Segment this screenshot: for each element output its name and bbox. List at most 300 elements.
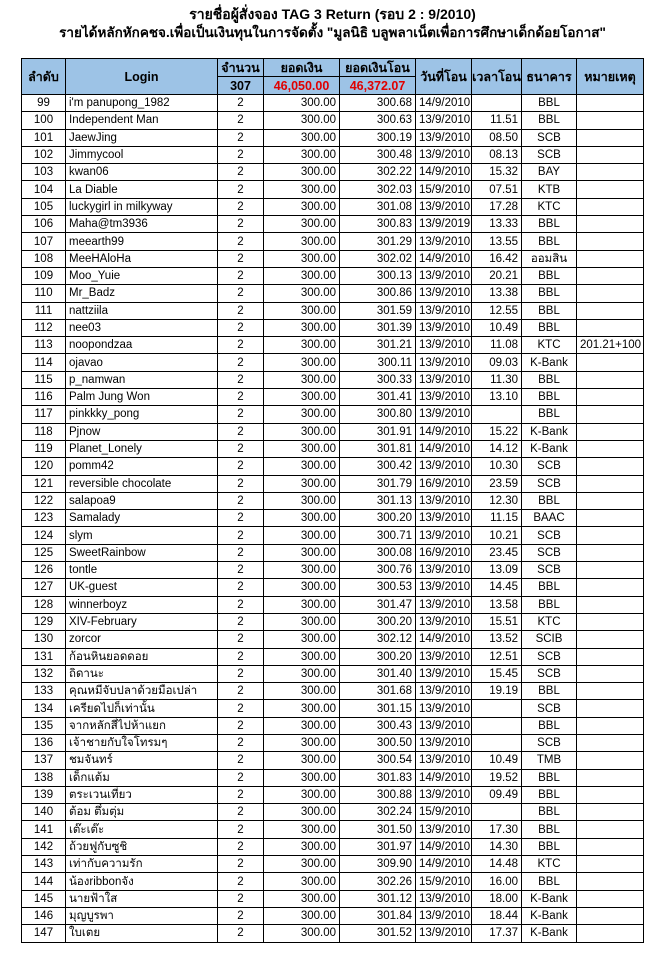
cell-date: 13/9/2010: [416, 579, 472, 596]
cell-no: 109: [22, 267, 66, 284]
table-row: [22, 146, 644, 163]
cell-time: 10.49: [472, 752, 522, 769]
cell-qty: 2: [218, 440, 264, 457]
cell-note: [577, 354, 644, 371]
cell-qty: 2: [218, 665, 264, 682]
cell-transfer: 300.20: [340, 510, 416, 527]
cell-note: [577, 492, 644, 509]
table-row: [22, 527, 644, 544]
cell-no: 123: [22, 510, 66, 527]
cell-date: 13/9/2010: [416, 596, 472, 613]
cell-bank: K-Bank: [522, 354, 577, 371]
cell-time: 12.30: [472, 492, 522, 509]
header-qty: จำนวน: [218, 59, 264, 77]
cell-qty: 2: [218, 129, 264, 146]
cell-date: 14/9/2010: [416, 838, 472, 855]
cell-time: 20.21: [472, 267, 522, 284]
cell-note: [577, 821, 644, 838]
cell-note: [577, 856, 644, 873]
cell-bank: KTC: [522, 613, 577, 630]
cell-transfer: 301.12: [340, 890, 416, 907]
orders-table-body: [22, 95, 644, 943]
table-row: [22, 389, 644, 406]
cell-amount: 300.00: [264, 146, 340, 163]
cell-date: 13/9/2010: [416, 752, 472, 769]
cell-transfer: 301.13: [340, 492, 416, 509]
cell-time: 12.51: [472, 648, 522, 665]
cell-amount: 300.00: [264, 181, 340, 198]
cell-transfer: 300.13: [340, 267, 416, 284]
table-row: [22, 648, 644, 665]
cell-amount: 300.00: [264, 648, 340, 665]
cell-time: [472, 95, 522, 112]
cell-no: 144: [22, 873, 66, 890]
cell-note: [577, 406, 644, 423]
cell-login: Maha@tm3936: [66, 216, 218, 233]
cell-time: 09.03: [472, 354, 522, 371]
cell-note: [577, 717, 644, 734]
cell-transfer: 300.71: [340, 527, 416, 544]
cell-login: Independent Man: [66, 112, 218, 129]
cell-login: ตระเวนเที่ยว: [66, 786, 218, 803]
cell-transfer: 300.08: [340, 544, 416, 561]
cell-transfer: 301.29: [340, 233, 416, 250]
cell-transfer: 300.88: [340, 786, 416, 803]
cell-no: 110: [22, 285, 66, 302]
table-row: [22, 752, 644, 769]
cell-no: 107: [22, 233, 66, 250]
cell-date: 13/9/2010: [416, 233, 472, 250]
cell-no: 105: [22, 198, 66, 215]
cell-amount: 300.00: [264, 198, 340, 215]
table-row: [22, 337, 644, 354]
header-date: วันที่โอน: [416, 59, 472, 95]
cell-note: [577, 579, 644, 596]
cell-login: luckygirl in milkyway: [66, 198, 218, 215]
cell-login: zorcor: [66, 631, 218, 648]
cell-note: [577, 510, 644, 527]
cell-qty: 2: [218, 856, 264, 873]
cell-time: 11.08: [472, 337, 522, 354]
cell-no: 99: [22, 95, 66, 112]
table-row: [22, 683, 644, 700]
cell-login: noopondzaa: [66, 337, 218, 354]
cell-date: 13/9/2010: [416, 562, 472, 579]
header-transfer: ยอดเงินโอน: [340, 59, 416, 77]
cell-login: meearth99: [66, 233, 218, 250]
cell-amount: 300.00: [264, 406, 340, 423]
cell-bank: SCB: [522, 458, 577, 475]
cell-amount: 300.00: [264, 129, 340, 146]
cell-qty: 2: [218, 925, 264, 942]
cell-bank: SCB: [522, 665, 577, 682]
cell-note: [577, 285, 644, 302]
cell-bank: BBL: [522, 492, 577, 509]
cell-qty: 2: [218, 562, 264, 579]
cell-time: 16.00: [472, 873, 522, 890]
cell-no: 102: [22, 146, 66, 163]
cell-no: 117: [22, 406, 66, 423]
cell-time: 14.48: [472, 856, 522, 873]
cell-no: 135: [22, 717, 66, 734]
cell-time: 16.42: [472, 250, 522, 267]
cell-login: pinkkky_pong: [66, 406, 218, 423]
cell-login: Planet_Lonely: [66, 440, 218, 457]
cell-transfer: 300.20: [340, 613, 416, 630]
cell-date: 14/9/2010: [416, 440, 472, 457]
table-row: [22, 804, 644, 821]
table-row: [22, 302, 644, 319]
cell-bank: KTC: [522, 198, 577, 215]
cell-time: 08.50: [472, 129, 522, 146]
cell-transfer: 300.33: [340, 371, 416, 388]
document-title: รายชื่อผู้สั่งจอง TAG 3 Return (รอบ 2 : 9/2010): [189, 6, 476, 22]
table-row: [22, 873, 644, 890]
cell-qty: 2: [218, 389, 264, 406]
cell-amount: 300.00: [264, 752, 340, 769]
cell-date: 13/9/2010: [416, 717, 472, 734]
cell-no: 145: [22, 890, 66, 907]
cell-qty: 2: [218, 181, 264, 198]
cell-time: 08.13: [472, 146, 522, 163]
cell-time: 14.12: [472, 440, 522, 457]
cell-note: [577, 734, 644, 751]
cell-time: 14.30: [472, 838, 522, 855]
cell-date: 13/9/2010: [416, 786, 472, 803]
cell-amount: 300.00: [264, 700, 340, 717]
cell-login: Samalady: [66, 510, 218, 527]
cell-note: [577, 129, 644, 146]
cell-time: 13.33: [472, 216, 522, 233]
cell-amount: 300.00: [264, 319, 340, 336]
table-row: [22, 562, 644, 579]
cell-amount: 300.00: [264, 631, 340, 648]
table-row: [22, 907, 644, 924]
table-row: [22, 492, 644, 509]
cell-bank: KTB: [522, 181, 577, 198]
cell-login: Mr_Badz: [66, 285, 218, 302]
cell-transfer: 300.48: [340, 146, 416, 163]
cell-login: tontle: [66, 562, 218, 579]
cell-date: 15/9/2010: [416, 873, 472, 890]
cell-transfer: 300.19: [340, 129, 416, 146]
cell-time: 23.59: [472, 475, 522, 492]
cell-login: เด็กแต้ม: [66, 769, 218, 786]
cell-transfer: 301.47: [340, 596, 416, 613]
cell-note: 201.21+100: [577, 337, 644, 354]
cell-transfer: 301.41: [340, 389, 416, 406]
cell-bank: BBL: [522, 579, 577, 596]
cell-login: kwan06: [66, 164, 218, 181]
cell-note: [577, 475, 644, 492]
cell-no: 147: [22, 925, 66, 942]
cell-login: Pjnow: [66, 423, 218, 440]
cell-no: 125: [22, 544, 66, 561]
cell-time: [472, 734, 522, 751]
header-bank: ธนาคาร: [522, 59, 577, 95]
cell-bank: BBL: [522, 267, 577, 284]
cell-qty: 2: [218, 337, 264, 354]
cell-qty: 2: [218, 821, 264, 838]
table-row: [22, 925, 644, 942]
cell-note: [577, 198, 644, 215]
cell-time: 15.32: [472, 164, 522, 181]
cell-no: 104: [22, 181, 66, 198]
cell-no: 115: [22, 371, 66, 388]
cell-time: 11.51: [472, 112, 522, 129]
cell-note: [577, 648, 644, 665]
cell-login: ชมจันทร์: [66, 752, 218, 769]
cell-qty: 2: [218, 752, 264, 769]
cell-time: 13.55: [472, 233, 522, 250]
cell-no: 111: [22, 302, 66, 319]
cell-date: 13/9/2010: [416, 700, 472, 717]
cell-note: [577, 319, 644, 336]
cell-qty: 2: [218, 890, 264, 907]
cell-bank: SCB: [522, 648, 577, 665]
cell-time: 07.51: [472, 181, 522, 198]
cell-login: nee03: [66, 319, 218, 336]
cell-no: 128: [22, 596, 66, 613]
cell-transfer: 301.79: [340, 475, 416, 492]
table-row: [22, 734, 644, 751]
cell-transfer: 302.24: [340, 804, 416, 821]
cell-qty: 2: [218, 734, 264, 751]
cell-no: 113: [22, 337, 66, 354]
cell-amount: 300.00: [264, 804, 340, 821]
cell-amount: 300.00: [264, 337, 340, 354]
cell-no: 112: [22, 319, 66, 336]
cell-amount: 300.00: [264, 613, 340, 630]
cell-login: UK-guest: [66, 579, 218, 596]
cell-login: เจ้าชายกับใจโทรมๆ: [66, 734, 218, 751]
cell-amount: 300.00: [264, 873, 340, 890]
cell-qty: 2: [218, 717, 264, 734]
cell-no: 118: [22, 423, 66, 440]
cell-no: 120: [22, 458, 66, 475]
cell-note: [577, 440, 644, 457]
cell-login: pomm42: [66, 458, 218, 475]
table-row: [22, 198, 644, 215]
cell-no: 108: [22, 250, 66, 267]
cell-login: มุญบูรพา: [66, 907, 218, 924]
cell-amount: 300.00: [264, 562, 340, 579]
header-note: หมายเหตุ: [577, 59, 644, 95]
cell-note: [577, 112, 644, 129]
cell-no: 101: [22, 129, 66, 146]
cell-time: 14.45: [472, 579, 522, 596]
cell-qty: 2: [218, 873, 264, 890]
cell-qty: 2: [218, 475, 264, 492]
cell-transfer: 301.39: [340, 319, 416, 336]
cell-time: 13.10: [472, 389, 522, 406]
cell-date: 13/9/2010: [416, 648, 472, 665]
cell-amount: 300.00: [264, 769, 340, 786]
cell-no: 138: [22, 769, 66, 786]
cell-qty: 2: [218, 510, 264, 527]
cell-amount: 300.00: [264, 544, 340, 561]
cell-time: 17.37: [472, 925, 522, 942]
cell-date: 13/9/2019: [416, 216, 472, 233]
cell-date: 13/9/2010: [416, 371, 472, 388]
cell-amount: 300.00: [264, 786, 340, 803]
table-row: [22, 786, 644, 803]
table-row: [22, 371, 644, 388]
cell-time: 09.49: [472, 786, 522, 803]
cell-date: 13/9/2010: [416, 907, 472, 924]
cell-login: ใบเตย: [66, 925, 218, 942]
cell-note: [577, 683, 644, 700]
cell-time: 15.22: [472, 423, 522, 440]
cell-amount: 300.00: [264, 389, 340, 406]
header-time: เวลาโอน: [472, 59, 522, 95]
cell-note: [577, 146, 644, 163]
cell-bank: BBL: [522, 769, 577, 786]
cell-qty: 2: [218, 95, 264, 112]
cell-qty: 2: [218, 838, 264, 855]
cell-note: [577, 907, 644, 924]
cell-no: 139: [22, 786, 66, 803]
cell-amount: 300.00: [264, 423, 340, 440]
cell-note: [577, 925, 644, 942]
cell-login: นายฟ้าใส: [66, 890, 218, 907]
cell-date: 13/9/2010: [416, 198, 472, 215]
cell-login: salapoa9: [66, 492, 218, 509]
cell-transfer: 300.76: [340, 562, 416, 579]
cell-bank: BBL: [522, 233, 577, 250]
cell-date: 13/9/2010: [416, 821, 472, 838]
cell-bank: BBL: [522, 683, 577, 700]
table-row: [22, 890, 644, 907]
cell-note: [577, 423, 644, 440]
cell-transfer: 301.52: [340, 925, 416, 942]
cell-time: 18.44: [472, 907, 522, 924]
cell-login: i'm panupong_1982: [66, 95, 218, 112]
cell-no: 132: [22, 665, 66, 682]
cell-date: 13/9/2010: [416, 389, 472, 406]
cell-date: 13/9/2010: [416, 665, 472, 682]
cell-login: ojavao: [66, 354, 218, 371]
cell-date: 14/9/2010: [416, 250, 472, 267]
cell-time: 13.09: [472, 562, 522, 579]
cell-amount: 300.00: [264, 250, 340, 267]
cell-amount: 300.00: [264, 458, 340, 475]
cell-login: ถิดานะ: [66, 665, 218, 682]
cell-time: 10.30: [472, 458, 522, 475]
cell-bank: BBL: [522, 389, 577, 406]
cell-qty: 2: [218, 631, 264, 648]
cell-date: 13/9/2010: [416, 734, 472, 751]
cell-note: [577, 544, 644, 561]
cell-transfer: 301.15: [340, 700, 416, 717]
cell-login: น้องribbonจัง: [66, 873, 218, 890]
cell-qty: 2: [218, 613, 264, 630]
table-row: [22, 613, 644, 630]
cell-amount: 300.00: [264, 112, 340, 129]
cell-amount: 300.00: [264, 267, 340, 284]
cell-no: 116: [22, 389, 66, 406]
cell-transfer: 300.68: [340, 95, 416, 112]
cell-amount: 300.00: [264, 527, 340, 544]
cell-qty: 2: [218, 216, 264, 233]
cell-date: 14/9/2010: [416, 95, 472, 112]
cell-bank: BBL: [522, 804, 577, 821]
cell-transfer: 300.42: [340, 458, 416, 475]
cell-time: 12.55: [472, 302, 522, 319]
cell-amount: 300.00: [264, 475, 340, 492]
cell-transfer: 301.97: [340, 838, 416, 855]
cell-transfer: 302.22: [340, 164, 416, 181]
cell-amount: 300.00: [264, 371, 340, 388]
cell-time: 11.15: [472, 510, 522, 527]
cell-no: 122: [22, 492, 66, 509]
cell-qty: 2: [218, 648, 264, 665]
cell-login: SweetRainbow: [66, 544, 218, 561]
table-row: [22, 700, 644, 717]
cell-date: 14/9/2010: [416, 423, 472, 440]
cell-amount: 300.00: [264, 95, 340, 112]
table-row: [22, 769, 644, 786]
cell-bank: BAAC: [522, 510, 577, 527]
cell-transfer: 302.26: [340, 873, 416, 890]
cell-qty: 2: [218, 164, 264, 181]
cell-date: 16/9/2010: [416, 544, 472, 561]
cell-qty: 2: [218, 907, 264, 924]
header-amount: ยอดเงิน: [264, 59, 340, 77]
cell-amount: 300.00: [264, 216, 340, 233]
cell-note: [577, 267, 644, 284]
table-row: [22, 285, 644, 302]
cell-transfer: 301.68: [340, 683, 416, 700]
cell-bank: KTC: [522, 856, 577, 873]
cell-time: 19.19: [472, 683, 522, 700]
cell-time: 23.45: [472, 544, 522, 561]
cell-note: [577, 95, 644, 112]
cell-date: 13/9/2010: [416, 492, 472, 509]
cell-note: [577, 631, 644, 648]
cell-date: 13/9/2010: [416, 146, 472, 163]
cell-note: [577, 665, 644, 682]
cell-qty: 2: [218, 406, 264, 423]
cell-no: 130: [22, 631, 66, 648]
cell-transfer: 300.50: [340, 734, 416, 751]
cell-note: [577, 838, 644, 855]
cell-qty: 2: [218, 302, 264, 319]
cell-date: 14/9/2010: [416, 631, 472, 648]
cell-amount: 300.00: [264, 440, 340, 457]
cell-amount: 300.00: [264, 717, 340, 734]
cell-login: เต๊ะเต๊ะ: [66, 821, 218, 838]
cell-note: [577, 562, 644, 579]
cell-transfer: 301.59: [340, 302, 416, 319]
cell-note: [577, 873, 644, 890]
cell-qty: 2: [218, 527, 264, 544]
cell-bank: K-Bank: [522, 890, 577, 907]
cell-transfer: 301.81: [340, 440, 416, 457]
cell-qty: 2: [218, 700, 264, 717]
cell-transfer: 300.11: [340, 354, 416, 371]
cell-login: winnerboyz: [66, 596, 218, 613]
cell-bank: BBL: [522, 285, 577, 302]
cell-date: 13/9/2010: [416, 406, 472, 423]
total-transfer: 46,372.07: [340, 77, 416, 95]
cell-bank: SCIB: [522, 631, 577, 648]
cell-amount: 300.00: [264, 596, 340, 613]
cell-bank: BBL: [522, 371, 577, 388]
total-qty: 307: [218, 77, 264, 95]
cell-login: ต้อม ตึ๋มตุ่ม: [66, 804, 218, 821]
table-row: [22, 458, 644, 475]
